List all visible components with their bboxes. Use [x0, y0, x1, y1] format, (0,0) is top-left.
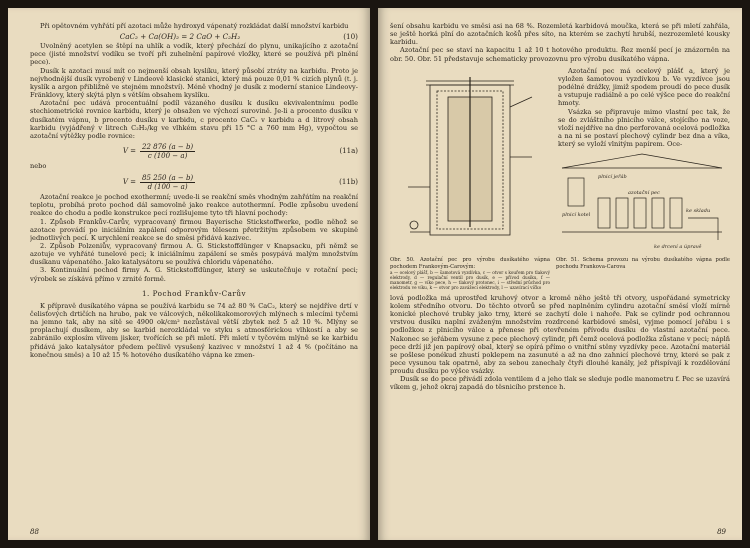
fig51-label: plnicí jeřáb — [598, 174, 627, 181]
equation-body: CaC₂ + Ca(OH)₂ = 2 CaO + C₂H₂ — [119, 31, 241, 41]
left-page — [8, 8, 370, 540]
conjunction-text: nebo — [30, 162, 47, 171]
figure-side-text — [558, 67, 730, 254]
furnace — [634, 198, 646, 228]
page-number: 89 — [717, 528, 726, 536]
section-heading: 1. Pochod Frankův-Carův — [141, 288, 247, 298]
equation-11b — [30, 171, 358, 193]
right-text-column — [390, 22, 730, 526]
manometer-icon — [410, 221, 418, 229]
fig50-caption: Obr. 50. Azotační pec pro výrobu dusíkatého vápna pochodem Frankovým-Carovým: — [390, 257, 550, 270]
furnace — [616, 198, 628, 228]
paragraph: Azotační pec se staví na kapacitu 1 až 10 t hotového produktu. Řez menší pecí je znázorněn na obr. 50. Obr. 51 představuje schematicky provozovnu pro výrobu dusíkatého vápna. — [390, 46, 730, 63]
paragraph: 1. Způsob Frankův-Carův, vypracovaný firmou Bayerische Stickstoffwerke, podle něhož se azotace provádí po iniciálním zapálení odporovým tělesem přetržitým způsobem ve skupině jednotlivých pecí. K urychlení reakce se do směsi přidává kazivec. — [30, 217, 358, 242]
right-page — [378, 8, 742, 540]
fig50-caption-block — [390, 257, 550, 289]
page-number: 88 — [30, 528, 39, 536]
equation-lhs: V = — [122, 178, 136, 187]
fig50-legend: a — ocelový plášť, b — šamotová vyzdívka, c — otvor s kouřem pro tlakový elektrody, d — regulační ventil pro dusík, e — přívod dusíku, f — manometr, g — víko pece, h — tlakový protonec, i — střední průchod pro elektrodu ve víku, k — otvor pro zavážecí elektrody, l — uzavírací víčko — [390, 269, 550, 290]
paragraph: šení obsahu karbidu ve směsi asi na 68 %. Rozemletá karbidová moučka, která se při mletí zahřála, se ještě horká plní do azotačních košů přes síto, na kterém se zachytí hrubší, nezrozemleté kousky karbidu. — [390, 22, 730, 47]
paragraph: Dusík k azotaci musí mít co nejmenší obsah kyslíku, který působí ztráty na karbidu. Proto je nejvhodnější dusík vyrobený v Lindeově klasické stanici, který má pouze 0,01 % cizích plynů (t. j. kyslík a argon přibližně ve stejném množství). Méně vhodný je dusík z moderní stanice Lindeovy-Fränklovy, který skýtá plyn s větším obsahem kyslíku. — [30, 66, 358, 100]
paragraph: Azotační pec má ocelový plášť a, který je vyložen šamotovou vyzdívkou b. Ve vyzdívce jsou podélné drážky, jimiž spodem proudí do pece dusík a vstupuje radiálně a po celé výšce pece do reakční hmoty. — [558, 66, 730, 108]
caption-row — [390, 257, 730, 289]
plant-schematic-diagram — [558, 148, 726, 253]
denominator: d (100 − a) — [147, 182, 188, 191]
furnace — [598, 198, 610, 228]
roof-truss — [562, 154, 722, 168]
figure-50 — [390, 67, 550, 254]
fig51-caption: Obr. 51. Schema provozu na výrobu dusíkatého vápna podle pochodu Frankova-Carova — [556, 257, 730, 270]
paragraph: Azotační reakce je pochod exothermní; uvede-li se reakční směs vhodným zahřátím na reakční teplotu, probíhá proto pochod dál samovolně jako reakce autothermní. Podle způsobu uvedení reakce do chodu a podle konstrukce pecí rozlišujeme tyto tři hlavní pochody: — [30, 193, 358, 218]
paragraph: Při opětovném vyhřátí pří azotaci může hydroxyd vápenatý rozkládat další množství karbidu — [40, 22, 349, 30]
paragraph: Vsázka se připravuje mimo vlastní pec tak, že se do zvláštního plnicího válce, stojícího na voze, vloží nejdříve na dno perforovaná ocelová podložka a na ni se postaví plechový cylindr bez dna a víka, který se vyloží vlnitým papírem. Oce- — [558, 107, 730, 149]
figure-51 — [558, 148, 730, 253]
denominator: c (100 − a) — [147, 151, 188, 160]
leader-line — [510, 97, 532, 107]
equation-number: (11b) — [339, 178, 358, 187]
paragraph: Azotační pec udává procentuální podíl vázaného dusíku k dusíku ekvivalentnímu podle stechiometrické rovnice karbidu, který je obsažen ve výchozí surovině. Je-li a procento dusíku v dusíkatém vápnu, b procento dusíku v karbidu, c procento CaC₂ v karbidu a d litrový obsah karbidu (vyjádřený v litrech C₂H₂/kg ve vlhkém stavu při 15 °C a 760 mm Hg), vypočtou se azotační výtěžky podle rovnice: — [30, 99, 358, 140]
furnace-cross-section-diagram — [390, 67, 550, 247]
fig51-label: azotační pec — [628, 190, 660, 197]
furnace — [670, 198, 682, 228]
numerator: 85 250 (a − b) — [142, 173, 194, 182]
paragraph: Uvolněný acetylen se štěpí na uhlík a vodík, který přechází do plynu, unikajícího z azotační pece (jisté množství vodíku se tvoří při zuhelnění papírové vložky, které se používá při plnění pece). — [30, 42, 358, 67]
equation-lhs: V = — [122, 147, 136, 156]
equation-number: (10) — [343, 31, 358, 41]
figure-row — [390, 67, 730, 254]
paragraph: K přípravě dusíkatého vápna se používá karbidu se 74 až 80 % CaC₂, který se nejdříve drtí v čelisťových drtičích na hrubo, pak ve válcových, několikakomorových mlýnech s mlecími tyčemi na jemno tak, aby na sítě se 4900 ok/cm² nezůstával větší zbytek než 5 až 10 %. Mlýny se proplachují dusíkem, aby se karbid nerozkládal ve styku s atmosférickou vlhkostí a aby se zabránilo explosím vlivem jisker, tvořících se při mletí. Při mletí v tyčovém mlýně se ke karbidu přidává jako katalysátor předem pečlivě vysušený kazivec v množství 1 až 4 % (počítáno na konečnou směs) a 10 až 15 % hotového dusíkatého vápna ke zmen- — [30, 301, 358, 359]
left-text-column — [30, 22, 358, 526]
conveyor — [688, 218, 718, 240]
fig51-label: plnicí kotel — [562, 212, 591, 219]
equation-10 — [30, 30, 358, 42]
fig51-label: ke drcení a úpravě — [654, 244, 702, 251]
filling-boiler — [568, 178, 584, 206]
fraction — [140, 143, 195, 160]
fraction — [140, 174, 195, 191]
furnace — [652, 198, 664, 228]
numerator: 22 876 (a − b) — [142, 142, 194, 151]
fig51-label: ke skladu — [686, 208, 711, 215]
equation-11a — [30, 140, 358, 162]
equation-number: (11a) — [339, 147, 358, 156]
paragraph: Dusík se do pece přivádí zdola ventilem d a jeho tlak se sleduje podle manometru f. Pec se uzavírá víkem g, jehož okraj zapadá do těsnicího prstence h. — [390, 375, 730, 392]
paragraph: lová podložka má uprostřed kruhový otvor a kromě něho ještě tři otvory, uspořádané symetricky kolem středního otvoru. Do těchto otvorů se před naplněním cylindru azotační směsí vloží mírně konické plechové trubky jako trny, které se zachytí dole i nahoře. Pak se cylindr pod ochrannou vrstvou dusíku naplní zváženým množstvím rozdrcené karbidové směsi, vyjme pomocí jeřábu i s podložkou z plnicího válce a přenese při otevřeném přívodu dusíku do vlastní azotační pece. Nakonec se jeřábem vysune z pece plechový cylindr, při čemž ocelová podložka zůstane v peci; náplň pece drží již jen papírový obal, který se opírá přímo o vnitřní stěny vyzdívky pece. Azotační materiál se pošlese ponékud zhustí poklepem na zasunuté a až na dno zahnicí plechové trny, které se pak z pece vysunou tak opatrně, aby za sebou zanechaly čtyři dlouhé kanály, jež přispívají k rozdělování proudu dusíku po výšce vsázky. — [390, 293, 730, 376]
paragraph: 3. Kontinuální pochod firmy A. G. Stickstoffdünger, který se uskutečňuje v rotační peci; výrobek se získává přímo v zrnité formě. — [30, 266, 358, 283]
paragraph: 2. Způsob Polzeniův, vypracovaný firmou A. G. Stickstoffdünger v Knapsacku, při němž se azotuje ve vyhřáté tunelové peci; k iniciálnímu zapálení se směs posypává malým množstvím dusíkanu vápenatého. Jako katalysátoru se používá chloridu vápenatého. — [30, 241, 358, 267]
